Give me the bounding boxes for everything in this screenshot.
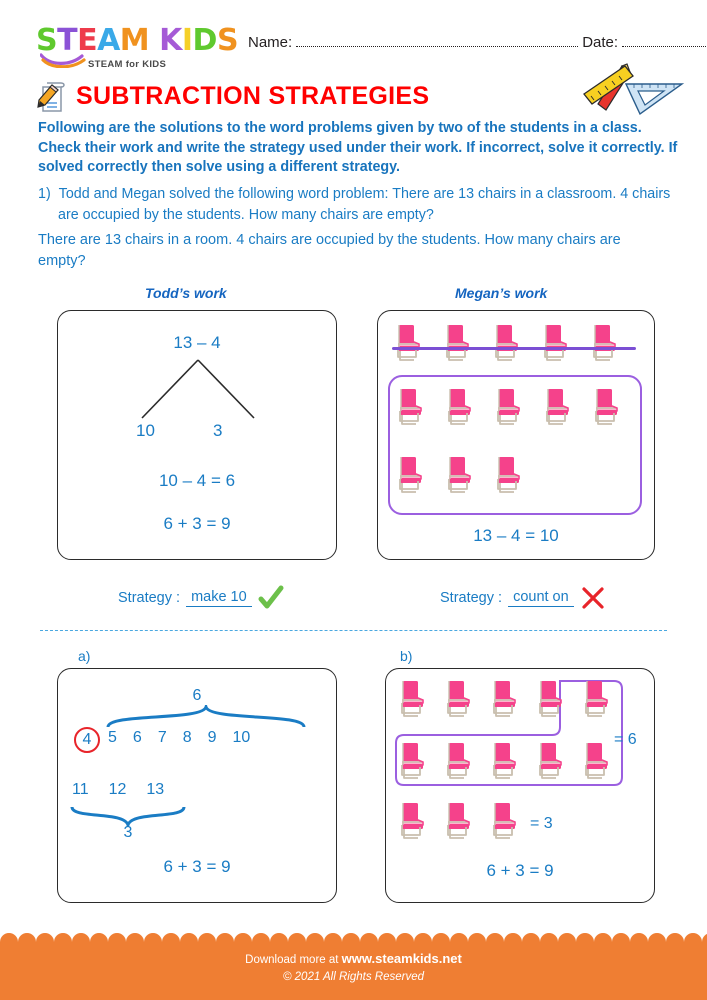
number-line-value: 12: [108, 781, 127, 798]
number-bond-lines: [108, 356, 288, 428]
part-b-chair-row-3: [396, 801, 522, 841]
chair-icon: [492, 455, 526, 495]
part-b-equation: 6 + 3 = 9: [486, 861, 554, 880]
chair-icon: [580, 679, 614, 719]
number-line-value: 5: [108, 729, 117, 746]
bond-left-value: 10: [136, 421, 155, 440]
page-header: [0, 0, 707, 70]
logo-letter: S: [216, 23, 239, 58]
chair-icon: [396, 801, 430, 841]
chair-icon: [394, 455, 428, 495]
chair-icon: [392, 323, 426, 363]
name-input[interactable]: [296, 35, 578, 47]
part-a-label: a): [78, 648, 91, 664]
footer-prefix: Download more at: [245, 954, 339, 966]
red-cross-icon: [580, 585, 606, 611]
chair-icon: [490, 323, 524, 363]
logo-letter: T: [57, 23, 78, 58]
logo-letter: [149, 26, 159, 56]
problem-prompt: [38, 184, 686, 226]
logo-swoosh-icon: [40, 52, 86, 68]
logo-letter: S: [36, 23, 58, 58]
part-b-box: [385, 668, 655, 903]
chair-icon: [488, 801, 522, 841]
number-line-value: 7: [157, 729, 167, 746]
ruler-pencil-triangle-icon: [578, 60, 690, 118]
megan-heading: Megan’s work: [455, 285, 548, 301]
steam-kids-logo: [36, 23, 239, 70]
chair-icon: [492, 387, 526, 427]
megan-strategy-label: Strategy :: [440, 590, 503, 606]
chair-icon: [534, 679, 568, 719]
todd-step1: 10 – 4 = 6: [158, 471, 236, 490]
footer-scallop-edge: [0, 933, 707, 945]
todd-strategy-label: Strategy :: [118, 590, 181, 606]
chair-icon: [580, 741, 614, 781]
megan-top-chair-row: [392, 323, 622, 363]
logo-letter: A: [97, 23, 120, 58]
date-label: Date:: [582, 34, 619, 51]
number-line-value: 9: [207, 729, 217, 746]
part-a-number-row-1: [108, 729, 250, 747]
chair-icon: [396, 741, 430, 781]
todd-step2: 6 + 3 = 9: [163, 514, 231, 533]
part-a-box: [57, 668, 337, 903]
chair-icon: [534, 741, 568, 781]
part-a-number-row-2: [72, 781, 164, 799]
todd-strategy-row: [118, 585, 284, 611]
logo-letter: D: [192, 23, 217, 58]
part-a-equation: 6 + 3 = 9: [163, 857, 231, 876]
footer-copyright: © 2021 All Rights Reserved: [282, 971, 424, 983]
todd-work-box: [57, 310, 337, 560]
chair-icon: [396, 679, 430, 719]
bond-right-value: 3: [213, 421, 223, 440]
section-divider: [40, 630, 667, 631]
chair-icon: [442, 679, 476, 719]
problem-restatement: There are 13 chairs in a room. 4 chairs are occupied by the students. How many chairs are empty?: [38, 232, 621, 269]
megan-strategy-value[interactable]: count on: [508, 589, 574, 607]
part-a-brace-bottom-label: 3: [123, 824, 133, 841]
todd-heading: Todd’s work: [145, 285, 227, 301]
chair-icon: [443, 387, 477, 427]
megan-work-box: [377, 310, 655, 560]
page-title-row: [34, 78, 429, 114]
part-b-chair-row-2: [396, 741, 614, 781]
chair-icon: [590, 387, 624, 427]
number-line-value: 13: [146, 781, 165, 798]
number-line-value: 10: [232, 729, 251, 746]
megan-group-row2: [394, 455, 526, 495]
name-label: Name:: [248, 34, 293, 51]
strike-through-line: [392, 347, 636, 350]
logo-letter: K: [159, 23, 182, 58]
logo-letter: E: [77, 23, 98, 58]
chair-icon: [441, 323, 475, 363]
brace-top: [106, 705, 306, 729]
part-b-label: b): [400, 648, 413, 664]
date-input[interactable]: [622, 35, 707, 47]
footer-download-line: [0, 951, 707, 966]
chair-icon: [442, 741, 476, 781]
chair-icon: [588, 323, 622, 363]
megan-strategy-row: [440, 585, 606, 611]
todd-top-expression: 13 – 4: [173, 333, 221, 352]
green-check-icon: [258, 585, 284, 611]
number-line-value: 8: [182, 729, 192, 746]
logo-tagline: STEAM for KIDS: [88, 59, 167, 70]
chair-icon: [488, 679, 522, 719]
chair-icon: [394, 387, 428, 427]
instructions-text: Following are the solutions to the word problems given by two of the students in a class. Check their work and write the strategy used under their work. If incorrect, solve it correctly. If solved correctly then solve using a different strategy.: [38, 120, 678, 175]
problem-number: 1): [38, 186, 51, 202]
pencil-paper-icon: [34, 78, 68, 114]
todd-strategy-value[interactable]: make 10: [186, 589, 252, 607]
number-line-value: 11: [72, 781, 89, 798]
problem-text: Todd and Megan solved the following word problem: There are 13 chairs in a classroom. 4 chairs are occupied by the students. How many chairs are empty?: [58, 186, 671, 223]
part-b-chair-row-1: [396, 679, 614, 719]
logo-letter: I: [181, 23, 193, 58]
part-b-group-label: = 6: [614, 731, 637, 748]
chair-icon: [539, 323, 573, 363]
logo-letter: M: [119, 23, 150, 58]
circled-start-number: 4: [74, 727, 100, 753]
page-footer: [0, 942, 707, 1000]
number-line-value: 6: [132, 729, 142, 746]
chair-icon: [488, 741, 522, 781]
megan-group-row1: [394, 387, 624, 427]
part-a-brace-top-label: 6: [192, 687, 202, 704]
chair-icon: [541, 387, 575, 427]
part-b-row3-label: = 3: [530, 815, 553, 832]
footer-site-link[interactable]: www.steamkids.net: [341, 951, 462, 966]
chair-icon: [442, 801, 476, 841]
chair-icon: [443, 455, 477, 495]
page-title: SUBTRACTION STRATEGIES: [76, 81, 430, 110]
megan-equation: 13 – 4 = 10: [473, 526, 559, 545]
name-date-row: [248, 34, 691, 51]
